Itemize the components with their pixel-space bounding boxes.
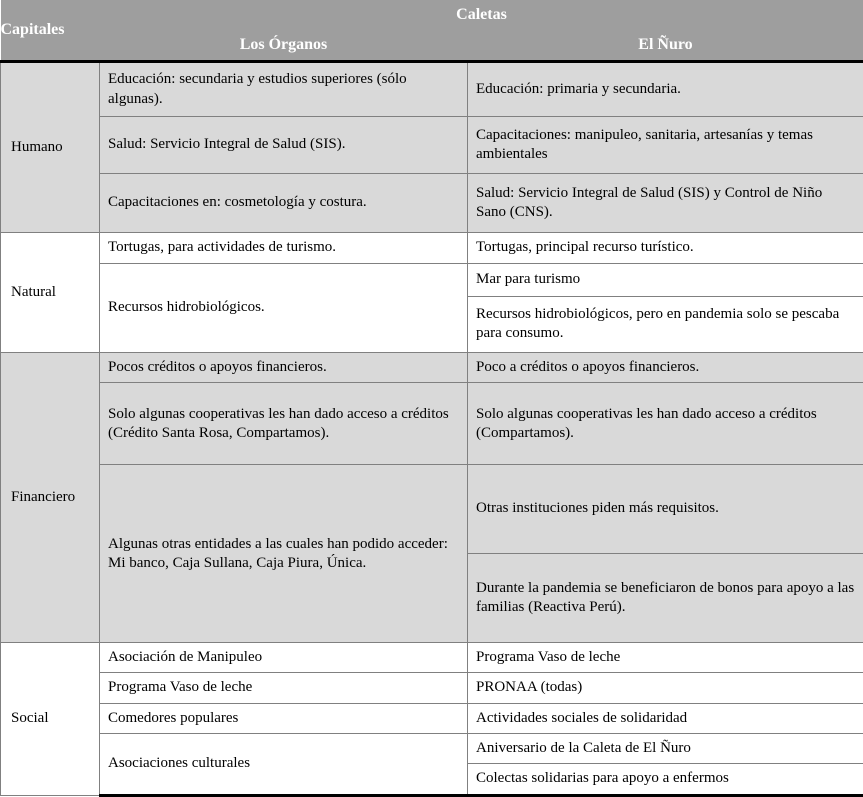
cell-humano-organos-2: Salud: Servicio Integral de Salud (SIS). (100, 117, 468, 174)
cell-financiero-organos-3: Algunas otras entidades a las cuales han podido acceder: Mi banco, Caja Sullana, Caja Piura, Única. (100, 465, 468, 643)
table-body (1, 62, 863, 796)
header-row-bottom (1, 30, 863, 62)
cell-social-nuro-5: Colectas solidarias para apoyo a enfermos (468, 764, 863, 794)
cell-natural-nuro-group (468, 264, 863, 353)
subgrid-row (468, 553, 863, 642)
cell-social-organos-4: Asociaciones culturales (100, 733, 468, 795)
header-row-top (1, 0, 863, 30)
header-caletas: Caletas (100, 0, 863, 30)
table-row (1, 353, 863, 383)
cell-financiero-nuro-group (468, 465, 863, 643)
table-header (1, 0, 863, 62)
cell-humano-nuro-2: Capacitaciones: manipuleo, sanitaria, artesanías y temas ambientales (468, 117, 863, 174)
cell-natural-organos-2: Recursos hidrobiológicos. (100, 264, 468, 353)
cell-social-nuro-1: Programa Vaso de leche (468, 643, 863, 673)
cell-humano-organos-3: Capacitaciones en: cosmetología y costura. (100, 174, 468, 233)
capital-label-financiero: Financiero (1, 353, 100, 643)
capital-label-humano: Humano (1, 62, 100, 233)
cell-humano-nuro-1: Educación: primaria y secundaria. (468, 62, 863, 117)
header-col-el-nuro: El Ñuro (468, 30, 863, 62)
cell-social-organos-3: Comedores populares (100, 703, 468, 733)
capital-label-natural: Natural (1, 233, 100, 353)
cell-financiero-organos-2: Solo algunas cooperativas les han dado acceso a créditos (Crédito Santa Rosa, Compartamos). (100, 383, 468, 465)
subgrid-row (468, 764, 863, 794)
cell-financiero-nuro-4: Durante la pandemia se beneficiaron de bonos para apoyo a las familias (Reactiva Perú). (468, 553, 863, 642)
cell-financiero-nuro-1: Poco a créditos o apoyos financieros. (468, 353, 863, 383)
table-row (1, 703, 863, 733)
header-capitales: Capitales (1, 0, 100, 62)
cell-social-organos-1: Asociación de Manipuleo (100, 643, 468, 673)
table-row (1, 733, 863, 795)
cell-humano-nuro-3: Salud: Servicio Integral de Salud (SIS) y Control de Niño Sano (CNS). (468, 174, 863, 233)
subgrid-row (468, 296, 863, 352)
cell-financiero-nuro-3: Otras instituciones piden más requisitos. (468, 465, 863, 553)
subgrid-financiero-nuro (468, 465, 863, 642)
cell-natural-nuro-2: Mar para turismo (468, 264, 863, 296)
subgrid-row (468, 734, 863, 764)
table-row (1, 264, 863, 353)
subgrid-social-nuro (468, 734, 863, 794)
cell-natural-nuro-1: Tortugas, principal recurso turístico. (468, 233, 863, 264)
subgrid-natural-nuro (468, 264, 863, 352)
header-col-los-organos: Los Órganos (100, 30, 468, 62)
table-row (1, 673, 863, 703)
cell-natural-organos-1: Tortugas, para actividades de turismo. (100, 233, 468, 264)
table-row (1, 233, 863, 264)
cell-social-nuro-2: PRONAA (todas) (468, 673, 863, 703)
capital-label-social: Social (1, 643, 100, 796)
cell-social-nuro-group (468, 733, 863, 795)
table-row (1, 117, 863, 174)
table-row (1, 643, 863, 673)
cell-financiero-nuro-2: Solo algunas cooperativas les han dado acceso a créditos (Compartamos). (468, 383, 863, 465)
cell-natural-nuro-3: Recursos hidrobiológicos, pero en pandemia solo se pescaba para consumo. (468, 296, 863, 352)
table-row (1, 62, 863, 117)
subgrid-row (468, 465, 863, 553)
cell-social-organos-2: Programa Vaso de leche (100, 673, 468, 703)
cell-social-nuro-4: Aniversario de la Caleta de El Ñuro (468, 734, 863, 764)
table-row (1, 174, 863, 233)
table-row (1, 465, 863, 643)
cell-financiero-organos-1: Pocos créditos o apoyos financieros. (100, 353, 468, 383)
cell-social-nuro-3: Actividades sociales de solidaridad (468, 703, 863, 733)
table-row (1, 383, 863, 465)
cell-humano-organos-1: Educación: secundaria y estudios superiores (sólo algunas). (100, 62, 468, 117)
subgrid-row (468, 264, 863, 296)
